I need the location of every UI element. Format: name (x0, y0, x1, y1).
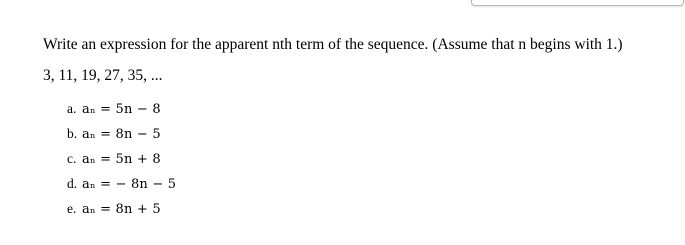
choice-letter: c. (67, 151, 77, 166)
choice-e[interactable] (67, 201, 176, 226)
question-text: Write an expression for the apparent nth term of the sequence. (Assume that n begins with 1.) (43, 36, 623, 53)
choice-letter: d. (67, 176, 78, 191)
choice-a[interactable] (67, 101, 176, 126)
choice-c[interactable] (67, 151, 176, 176)
choice-letter: b. (67, 126, 78, 141)
choice-expression: aₙ = 8n − 5 (82, 127, 161, 142)
answer-choices (67, 101, 176, 226)
sequence-text: 3, 11, 19, 27, 35, ... (43, 67, 163, 84)
top-panel-edge (471, 0, 684, 6)
choice-b[interactable] (67, 126, 176, 151)
choice-d[interactable] (67, 176, 176, 201)
choice-expression: aₙ = 5n − 8 (82, 102, 161, 117)
choice-letter: e. (67, 201, 77, 216)
choice-expression: aₙ = 5n + 8 (82, 152, 161, 167)
choice-expression: aₙ = 8n + 5 (82, 202, 161, 217)
choice-expression: aₙ = − 8n − 5 (82, 177, 177, 192)
choice-letter: a. (67, 101, 77, 116)
